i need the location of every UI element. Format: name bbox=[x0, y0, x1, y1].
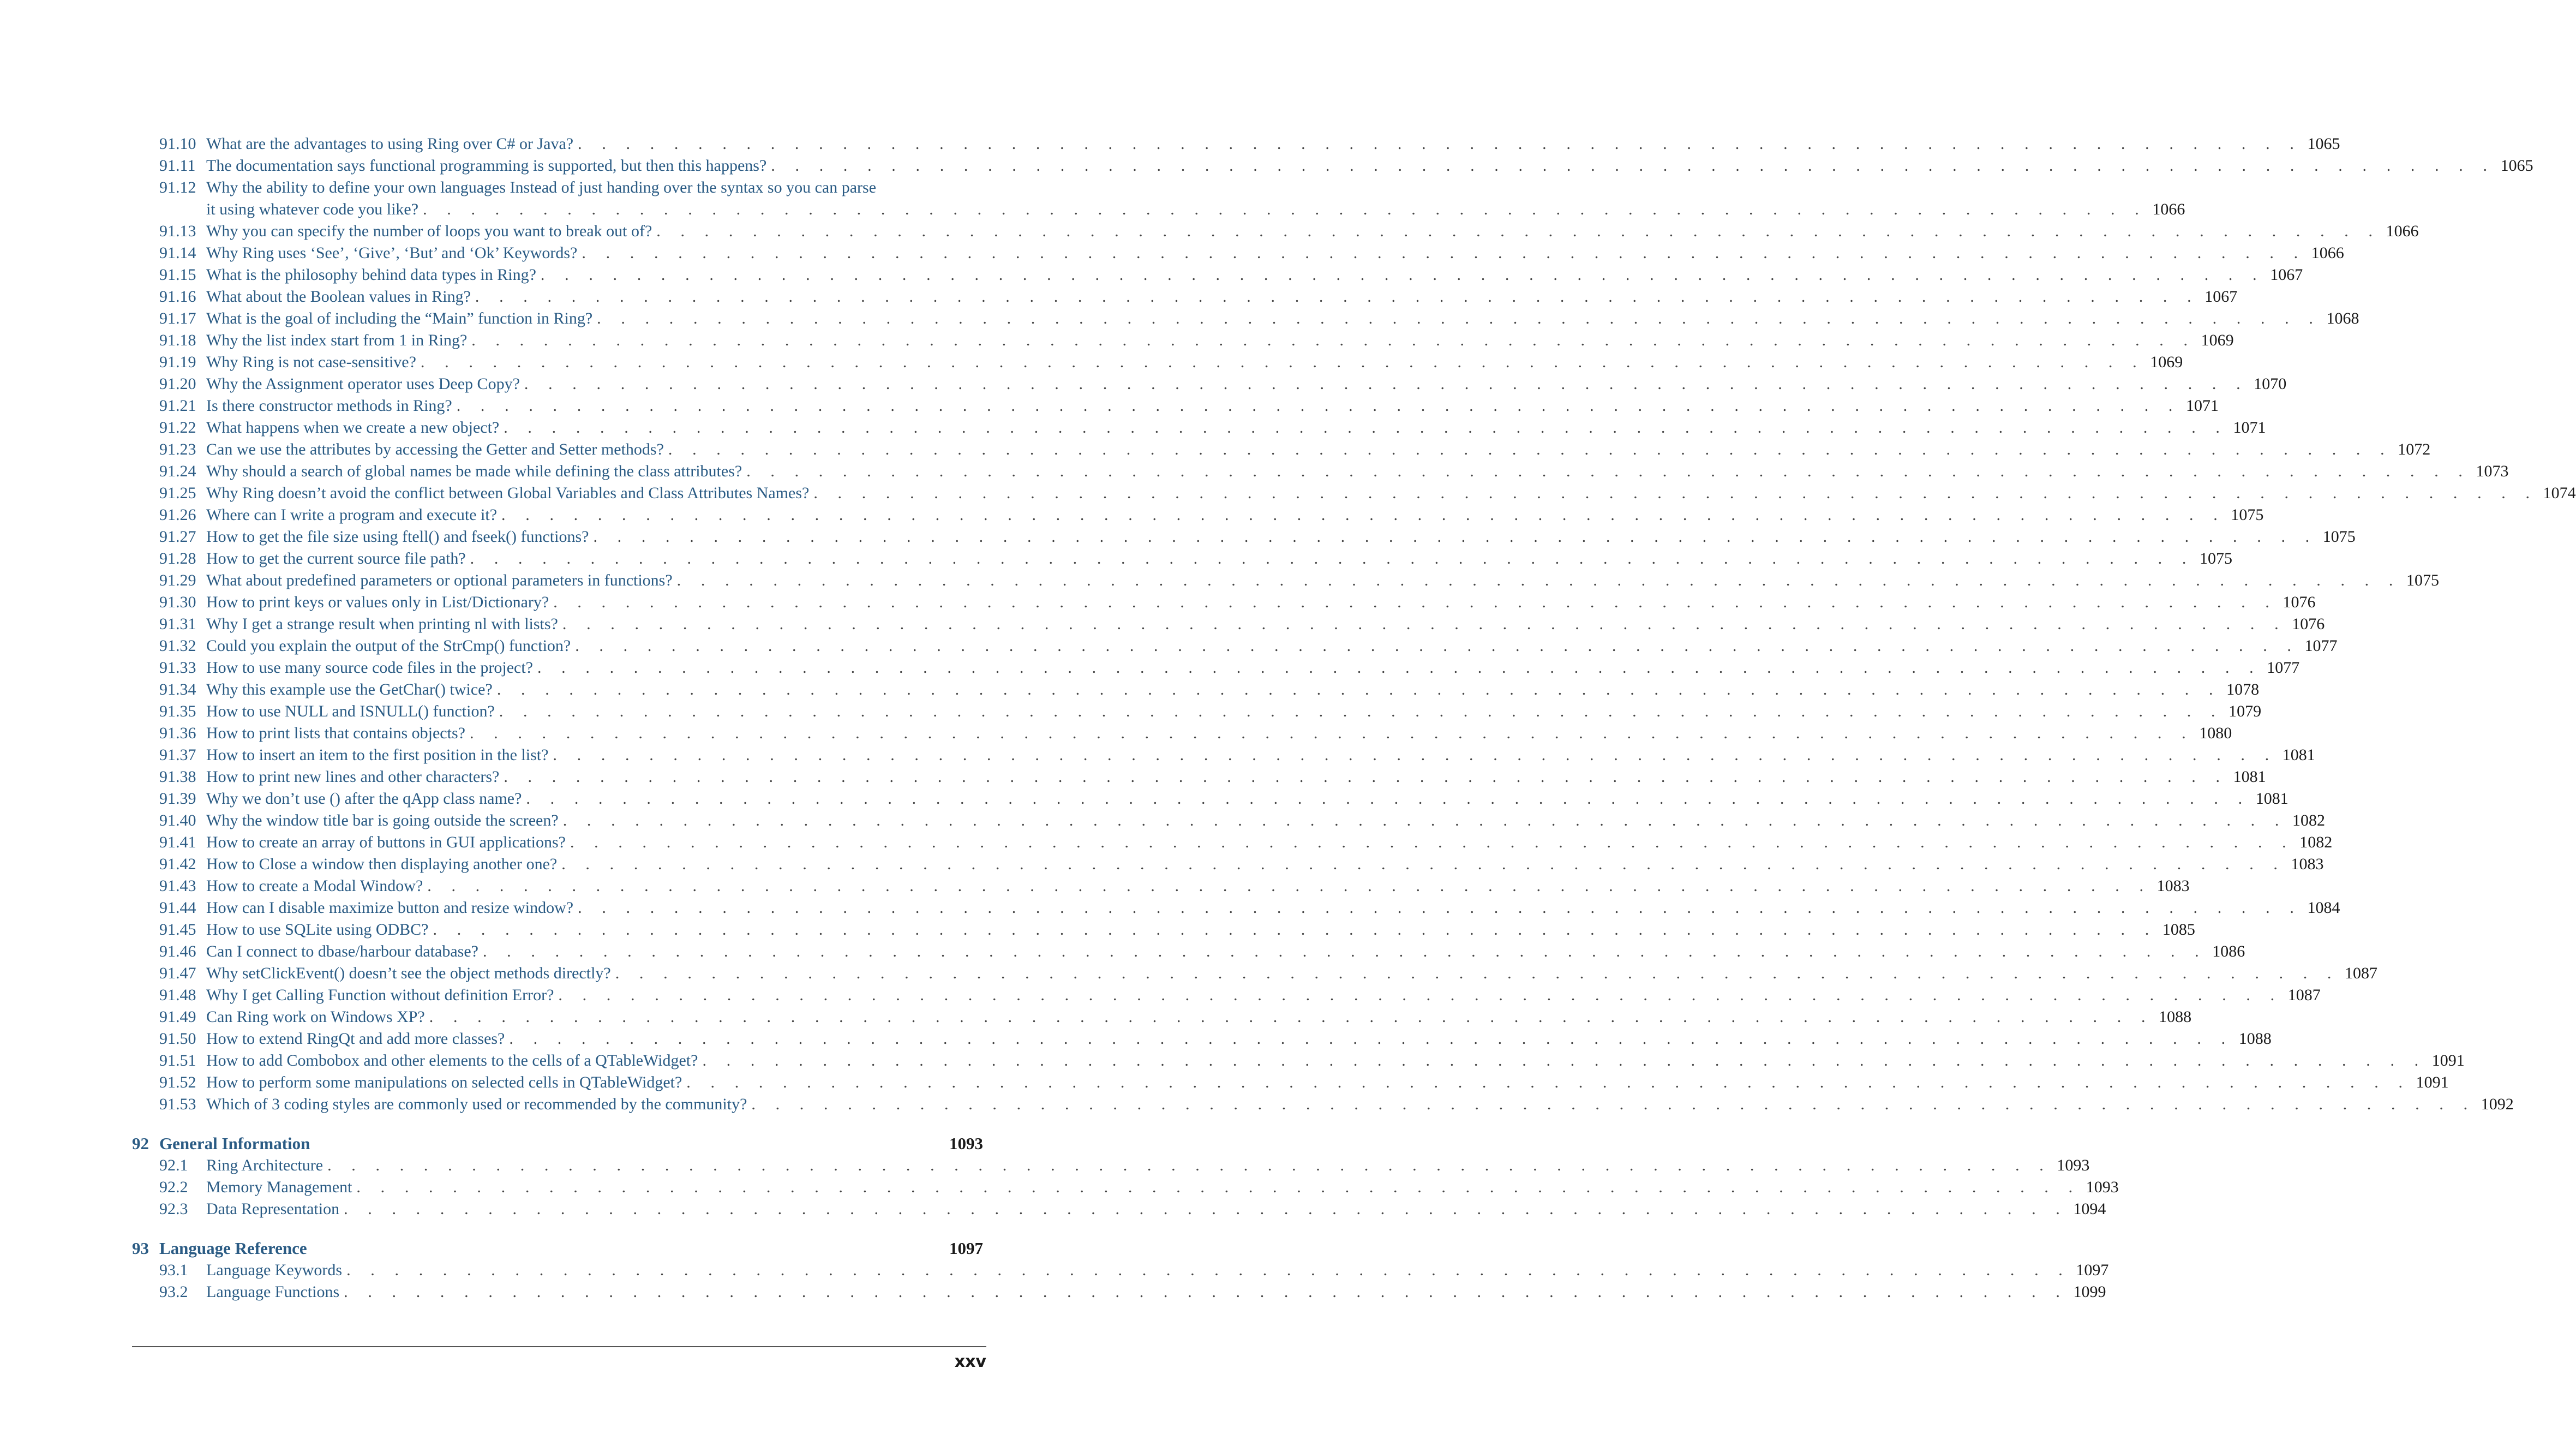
toc-entry[interactable] bbox=[132, 1281, 2106, 1303]
toc-entry-page[interactable]: 1099 bbox=[2073, 1283, 2106, 1301]
toc-entry-title[interactable]: Why I get Calling Function without definition Error? bbox=[206, 986, 554, 1004]
leader-dots: . . . . . . . . . . . . . . . . . . . . . . . . . . . . . . . . . . . . . . . . . . . . . . . . . . . . . . . . . . . . . . . . . . . . . . . . bbox=[562, 811, 2287, 829]
leader-dots: . . . . . . . . . . . . . . . . . . . . . . . . . . . . . . . . . . . . . . . . . . . . . . . . . . . . . . . . . . . . . . . . . . . . . . . . bbox=[578, 135, 2302, 153]
toc-entry[interactable] bbox=[132, 264, 2303, 286]
toc-entry[interactable] bbox=[132, 526, 2356, 548]
toc-entry[interactable] bbox=[132, 744, 2315, 766]
toc-entry[interactable] bbox=[132, 766, 2266, 788]
toc-chapter-title[interactable]: General Information bbox=[159, 1134, 310, 1153]
toc-entry-number: 91.53 bbox=[159, 1095, 196, 1113]
toc-entry[interactable] bbox=[132, 722, 2232, 744]
toc-entry[interactable] bbox=[132, 351, 2183, 373]
leader-dots: . . . . . . . . . . . . . . . . . . . . . . . . . . . . . . . . . . . . . . . . . . . . . . . . . . . . . . . . . . . . . . . . . . . . . . . . bbox=[615, 964, 2340, 982]
leader-dots: . . . . . . . . . . . . . . . . . . . . . . . . . . . . . . . . . . . . . . . . . . . . . . . . . . . . . . . . . . . . . . . . . . . . . . . . bbox=[686, 1073, 2411, 1091]
toc-entry-number: 93.1 bbox=[159, 1261, 188, 1279]
toc-entry-number: 91.22 bbox=[159, 419, 196, 437]
toc-entry-number: 91.18 bbox=[159, 331, 196, 349]
leader-dots: . . . . . . . . . . . . . . . . . . . . . . . . . . . . . . . . . . . . . . . . . . . . . . . . . . . . . . . . . . . . . . . . . . . . . . . . bbox=[344, 1200, 2068, 1218]
toc-entry[interactable] bbox=[132, 984, 2321, 1006]
leader-dots: . . . . . . . . . . . . . . . . . . . . . . . . . . . . . . . . . . . . . . . . . . . . . . . . . . . . . . . . . . . . . . . . . . . . . . . . bbox=[344, 1283, 2068, 1301]
leader-dots: . . . . . . . . . . . . . . . . . . . . . . . . . . . . . . . . . . . . . . . . . . . . . . . . . . . . . . . . . . . . . . . . . . . . . . . . bbox=[482, 942, 2207, 960]
toc-entry-page[interactable]: 1077 bbox=[2304, 637, 2338, 655]
toc-entry-title-continued[interactable]: it using whatever code you like? bbox=[206, 200, 419, 218]
toc-entry[interactable] bbox=[132, 220, 2419, 242]
toc-entry[interactable] bbox=[132, 286, 2238, 308]
leader-dots: . . . . . . . . . . . . . . . . . . . . . . . . . . . . . . . . . . . . . . . . . . . . . . . . . . . . . . . . . . . . . . . . . . . . . . . . bbox=[561, 855, 2286, 873]
toc-entry-page[interactable]: 1076 bbox=[2283, 593, 2316, 611]
toc-entry[interactable] bbox=[132, 919, 2195, 941]
toc-entry[interactable] bbox=[132, 853, 2324, 875]
leader-dots: . . . . . . . . . . . . . . . . . . . . . . . . . . . . . . . . . . . . . . . . . . . . . . . . . . . . . . . . . . . . . . . . . . . . . . . . bbox=[668, 440, 2393, 458]
toc-entry[interactable] bbox=[132, 1094, 2514, 1115]
toc-entry-page[interactable]: 1088 bbox=[2238, 1030, 2272, 1048]
toc-entry-title[interactable]: Why the list index start from 1 in Ring? bbox=[206, 331, 468, 349]
toc-entry-number: 91.50 bbox=[159, 1030, 196, 1048]
toc-entry-title[interactable]: Why should a search of global names be made while defining the class attributes? bbox=[206, 462, 742, 480]
toc-entry-page[interactable]: 1093 bbox=[2057, 1156, 2090, 1174]
toc-entry[interactable] bbox=[132, 1155, 2090, 1176]
toc-entry-number: 91.37 bbox=[159, 746, 196, 764]
leader-dots: . . . . . . . . . . . . . . . . . . . . . . . . . . . . . . . . . . . . . . . . . . . . . . . . . . . . . . . . . . . . . . . . . . . . . . . . bbox=[537, 659, 2262, 677]
toc-entry-number: 91.29 bbox=[159, 571, 196, 589]
toc-entry-number: 91.47 bbox=[159, 964, 196, 982]
leader-dots: . . . . . . . . . . . . . . . . . . . . . . . . . . . . . . . . . . . . . . . . . . . . . . . . . . . . . . . . . . . . . . . . . . . . . . . . bbox=[504, 768, 2228, 786]
leader-dots: . . . . . . . . . . . . . . . . . . . . . . . . . . . . . . . . . . . . . . . . . . . . . . . . . . . . . . . . . . . . . . . . . . . . . . . . bbox=[570, 833, 2295, 851]
toc-entry-page[interactable]: 1075 bbox=[2406, 571, 2439, 589]
toc-entry-page[interactable]: 1065 bbox=[2307, 135, 2340, 153]
leader-dots: . . . . . . . . . . . . . . . . . . . . . . . . . . . . . . . . . . . . . . . . . . . . . . . . . . . . . . . . . . . . . . . . . . . . . . . . bbox=[540, 266, 2265, 284]
toc-entry-page[interactable]: 1083 bbox=[2156, 877, 2190, 895]
footer-divider bbox=[132, 1346, 986, 1347]
toc-entry-title[interactable]: Why I get a strange result when printing nl with lists? bbox=[206, 615, 558, 633]
leader-dots: . . . . . . . . . . . . . . . . . . . . . . . . . . . . . . . . . . . . . . . . . . . . . . . . . . . . . . . . . . . . . . . . . . . . . . . . bbox=[771, 157, 2495, 175]
leader-dots: . . . . . . . . . . . . . . . . . . . . . . . . . . . . . . . . . . . . . . . . . . . . . . . . . . . . . . . . . . . . . . . . . . . . . . . . bbox=[346, 1261, 2071, 1279]
toc-entry-title[interactable]: How to print lists that contains objects? bbox=[206, 724, 465, 742]
toc-entry-page[interactable]: 1066 bbox=[2386, 222, 2419, 240]
toc-entry-title[interactable]: Why Ring doesn’t avoid the conflict between Global Variables and Class Attributes Names? bbox=[206, 484, 810, 502]
toc-entry-page[interactable]: 1082 bbox=[2299, 833, 2333, 851]
toc-entry-title[interactable]: How can I disable maximize button and resize window? bbox=[206, 899, 574, 917]
toc-entry-page[interactable]: 1069 bbox=[2150, 353, 2183, 371]
toc-entry[interactable] bbox=[132, 832, 2333, 853]
toc-entry-title[interactable]: How to Close a window then displaying another one? bbox=[206, 855, 558, 873]
toc-entry-title[interactable]: How to get the current source file path? bbox=[206, 549, 466, 567]
toc-entry-title[interactable]: What happens when we create a new object? bbox=[206, 419, 500, 437]
toc-entry-title[interactable]: How to use many source code files in the project? bbox=[206, 659, 533, 677]
toc-chapter-page[interactable]: 1093 bbox=[949, 1134, 983, 1153]
toc-entry-number: 93.2 bbox=[159, 1283, 188, 1301]
toc-entry-title[interactable]: Can I connect to dbase/harbour database? bbox=[206, 942, 478, 960]
toc-entry-title[interactable]: Is there constructor methods in Ring? bbox=[206, 397, 452, 415]
toc-entry-number: 91.32 bbox=[159, 637, 196, 655]
leader-dots: . . . . . . . . . . . . . . . . . . . . . . . . . . . . . . . . . . . . . . . . . . . . . . . . . . . . . . . . . . . . . . . . . . . . . . . . bbox=[562, 615, 2287, 633]
toc-entry-title[interactable]: How to add Combobox and other elements to the cells of a QTableWidget? bbox=[206, 1051, 698, 1069]
toc-entry-title[interactable]: What are the advantages to using Ring over C# or Java? bbox=[206, 135, 574, 153]
toc-entry-page[interactable]: 1076 bbox=[2292, 615, 2325, 633]
toc-entry-number: 92.3 bbox=[159, 1200, 188, 1218]
toc-entry-title[interactable]: Data Representation bbox=[206, 1200, 340, 1218]
toc-entry[interactable] bbox=[132, 395, 2219, 417]
leader-dots: . . . . . . . . . . . . . . . . . . . . . . . . . . . . . . . . . . . . . . . . . . . . . . . . . . . . . . . . . . . . . . . . . . . . . . . . bbox=[327, 1156, 2052, 1174]
leader-dots: . . . . . . . . . . . . . . . . . . . . . . . . . . . . . . . . . . . . . . . . . . . . . . . . . . . . . . . . . . . . . . . . . . . . . . . . bbox=[423, 200, 2147, 218]
toc-entry-title[interactable]: Why the window title bar is going outside the screen? bbox=[206, 811, 559, 829]
toc-entry-title[interactable]: Why Ring uses ‘See’, ‘Give’, ‘But’ and ‘Ok’ Keywords? bbox=[206, 244, 578, 262]
toc-entry-number: 91.14 bbox=[159, 244, 196, 262]
toc-entry[interactable] bbox=[132, 941, 2245, 963]
toc-entry[interactable] bbox=[132, 788, 2289, 810]
toc-entry-title[interactable]: How to create a Modal Window? bbox=[206, 877, 423, 895]
toc-entry[interactable] bbox=[132, 548, 2232, 570]
toc-entry[interactable] bbox=[132, 570, 2439, 591]
toc-entry-number: 91.39 bbox=[159, 790, 196, 808]
toc-entry-number: 91.23 bbox=[159, 440, 196, 458]
toc-entry-page[interactable]: 1087 bbox=[2287, 986, 2321, 1004]
toc-entry[interactable] bbox=[132, 963, 2378, 984]
toc-entry[interactable] bbox=[132, 308, 2359, 330]
toc-entry[interactable] bbox=[132, 461, 2509, 482]
toc-entry-number: 91.40 bbox=[159, 811, 196, 829]
leader-dots: . . . . . . . . . . . . . . . . . . . . . . . . . . . . . . . . . . . . . . . . . . . . . . . . . . . . . . . . . . . . . . . . . . . . . . . . bbox=[420, 353, 2145, 371]
toc-entry-title[interactable]: Can Ring work on Windows XP? bbox=[206, 1008, 425, 1026]
toc-entry-number: 91.45 bbox=[159, 921, 196, 939]
toc-entry-title[interactable]: How to create an array of buttons in GUI applications? bbox=[206, 833, 566, 851]
toc-entry-page[interactable]: 1082 bbox=[2292, 811, 2325, 829]
leader-dots: . . . . . . . . . . . . . . . . . . . . . . . . . . . . . . . . . . . . . . . . . . . . . . . . . . . . . . . . . . . . . . . . . . . . . . . . bbox=[746, 462, 2471, 480]
toc-entry-page[interactable]: 1077 bbox=[2267, 659, 2300, 677]
leader-dots: . . . . . . . . . . . . . . . . . . . . . . . . . . . . . . . . . . . . . . . . . . . . . . . . . . . . . . . . . . . . . . . . . . . . . . . . bbox=[499, 702, 2224, 720]
leader-dots: . . . . . . . . . . . . . . . . . . . . . . . . . . . . . . . . . . . . . . . . . . . . . . . . . . . . . . . . . . . . . . . . . . . . . . . . bbox=[582, 244, 2306, 262]
toc-entry-page[interactable]: 1081 bbox=[2233, 768, 2266, 786]
toc-entry-page[interactable]: 1091 bbox=[2416, 1073, 2449, 1091]
toc-entry-page[interactable]: 1086 bbox=[2212, 942, 2245, 960]
toc-entry[interactable] bbox=[132, 155, 2533, 177]
toc-entry-title[interactable]: What about predefined parameters or optional parameters in functions? bbox=[206, 571, 673, 589]
toc-entry-number: 91.19 bbox=[159, 353, 196, 371]
toc-entry-page[interactable]: 1083 bbox=[2291, 855, 2324, 873]
toc-entry-number: 91.17 bbox=[159, 309, 196, 327]
toc-entry[interactable] bbox=[132, 657, 2300, 679]
toc-entry-number: 91.51 bbox=[159, 1051, 196, 1069]
toc-entry-page[interactable]: 1073 bbox=[2476, 462, 2509, 480]
toc-entry-title[interactable]: How to use SQLite using ODBC? bbox=[206, 921, 429, 939]
toc-entry[interactable] bbox=[132, 875, 2190, 897]
toc-entry-number: 91.49 bbox=[159, 1008, 196, 1026]
toc-entry-page[interactable]: 1069 bbox=[2201, 331, 2234, 349]
toc-entry-number: 91.26 bbox=[159, 506, 196, 524]
toc-entry-number: 92.1 bbox=[159, 1156, 188, 1174]
toc-entry-title[interactable]: The documentation says functional programming is supported, but then this happens? bbox=[206, 157, 767, 175]
toc-entry-page[interactable]: 1072 bbox=[2398, 440, 2431, 458]
toc-entry[interactable] bbox=[132, 679, 2260, 701]
toc-entry-title[interactable]: Why the Assignment operator uses Deep Copy? bbox=[206, 375, 520, 393]
toc-entry[interactable] bbox=[132, 242, 2344, 264]
toc-entry[interactable] bbox=[132, 373, 2287, 395]
toc-entry-page[interactable]: 1085 bbox=[2162, 921, 2195, 939]
leader-dots: . . . . . . . . . . . . . . . . . . . . . . . . . . . . . . . . . . . . . . . . . . . . . . . . . . . . . . . . . . . . . . . . . . . . . . . . bbox=[526, 790, 2250, 808]
toc-entry-title[interactable]: Why setClickEvent() doesn’t see the object methods directly? bbox=[206, 964, 611, 982]
toc-entry[interactable] bbox=[132, 591, 2316, 613]
toc-entry-title[interactable]: Why the ability to define your own languages Instead of just handing over the syntax so you can parse bbox=[206, 178, 877, 196]
leader-dots: . . . . . . . . . . . . . . . . . . . . . . . . . . . . . . . . . . . . . . . . . . . . . . . . . . . . . . . . . . . . . . . . . . . . . . . . bbox=[470, 549, 2194, 567]
toc-entry-title[interactable]: Language Keywords bbox=[206, 1261, 343, 1279]
toc-entry-number: 91.11 bbox=[159, 157, 196, 175]
toc-entry-page[interactable]: 1091 bbox=[2431, 1051, 2465, 1069]
toc-entry-continuation[interactable] bbox=[132, 199, 2185, 220]
toc-entry-title[interactable]: Ring Architecture bbox=[206, 1156, 324, 1174]
toc-entry[interactable] bbox=[132, 1259, 2109, 1281]
toc-entry-number: 91.36 bbox=[159, 724, 196, 742]
toc-entry-page[interactable]: 1094 bbox=[2073, 1200, 2106, 1218]
leader-dots: . . . . . . . . . . . . . . . . . . . . . . . . . . . . . . . . . . . . . . . . . . . . . . . . . . . . . . . . . . . . . . . . . . . . . . . . bbox=[553, 593, 2278, 611]
toc-entry-number: 91.31 bbox=[159, 615, 196, 633]
toc-entry-number: 91.41 bbox=[159, 833, 196, 851]
toc-chapter-number: 92 bbox=[132, 1134, 149, 1153]
toc-entry[interactable] bbox=[132, 613, 2325, 635]
toc-entry-title[interactable]: How to use NULL and ISNULL() function? bbox=[206, 702, 495, 720]
leader-dots: . . . . . . . . . . . . . . . . . . . . . . . . . . . . . . . . . . . . . . . . . . . . . . . . . . . . . . . . . . . . . . . . . . . . . . . . bbox=[575, 637, 2299, 655]
toc-entry-title[interactable]: How to extend RingQt and add more classes? bbox=[206, 1030, 505, 1048]
toc-entry[interactable] bbox=[132, 1006, 2192, 1028]
toc-chapter-number: 93 bbox=[132, 1239, 149, 1258]
leader-dots: . . . . . . . . . . . . . . . . . . . . . . . . . . . . . . . . . . . . . . . . . . . . . . . . . . . . . . . . . . . . . . . . . . . . . . . . bbox=[751, 1095, 2476, 1113]
toc-entry-number: 91.16 bbox=[159, 288, 196, 306]
leader-dots: . . . . . . . . . . . . . . . . . . . . . . . . . . . . . . . . . . . . . . . . . . . . . . . . . . . . . . . . . . . . . . . . . . . . . . . . bbox=[356, 1178, 2081, 1196]
leader-dots: . . . . . . . . . . . . . . . . . . . . . . . . . . . . . . . . . . . . . . . . . . . . . . . . . . . . . . . . . . . . . . . . . . . . . . . . bbox=[427, 877, 2152, 895]
toc-chapter[interactable] bbox=[132, 1133, 983, 1155]
toc-entry-page[interactable]: 1093 bbox=[2086, 1178, 2119, 1196]
toc-entry-number: 91.20 bbox=[159, 375, 196, 393]
toc-entry-number: 91.10 bbox=[159, 135, 196, 153]
leader-dots: . . . . . . . . . . . . . . . . . . . . . . . . . . . . . . . . . . . . . . . . . . . . . . . . . . . . . . . . . . . . . . . . . . . . . . . . bbox=[433, 921, 2157, 939]
leader-dots: . . . . . . . . . . . . . . . . . . . . . . . . . . . . . . . . . . . . . . . . . . . . . . . . . . . . . . . . . . . . . . . . . . . . . . . . bbox=[475, 288, 2200, 306]
toc-entry[interactable] bbox=[132, 1050, 2465, 1072]
leader-dots: . . . . . . . . . . . . . . . . . . . . . . . . . . . . . . . . . . . . . . . . . . . . . . . . . . . . . . . . . . . . . . . . . . . . . . . . bbox=[813, 484, 2538, 502]
toc-entry[interactable] bbox=[132, 810, 2325, 832]
toc-entry-title[interactable]: What is the goal of including the “Main” function in Ring? bbox=[206, 309, 593, 327]
toc-entry-number: 91.35 bbox=[159, 702, 196, 720]
toc-entry-number: 91.25 bbox=[159, 484, 196, 502]
toc-entry-title[interactable]: Where can I write a program and execute it? bbox=[206, 506, 498, 524]
toc-entry-number: 91.44 bbox=[159, 899, 196, 917]
toc-chapter[interactable] bbox=[132, 1238, 983, 1259]
toc-entry-page[interactable]: 1067 bbox=[2270, 266, 2303, 284]
leader-dots: . . . . . . . . . . . . . . . . . . . . . . . . . . . . . . . . . . . . . . . . . . . . . . . . . . . . . . . . . . . . . . . . . . . . . . . . bbox=[597, 309, 2321, 327]
toc-entry[interactable] bbox=[132, 1028, 2272, 1050]
toc-entry-page[interactable]: 1097 bbox=[2076, 1261, 2109, 1279]
toc-entry-title[interactable]: Why this example use the GetChar() twice? bbox=[206, 680, 493, 698]
toc-entry[interactable] bbox=[132, 504, 2264, 526]
toc-entry-page[interactable]: 1071 bbox=[2186, 397, 2219, 415]
table-of-contents bbox=[132, 133, 2576, 1303]
toc-entry-number: 91.42 bbox=[159, 855, 196, 873]
toc-entry-page[interactable]: 1075 bbox=[2322, 528, 2356, 546]
toc-entry-page[interactable]: 1078 bbox=[2226, 680, 2260, 698]
toc-entry-title[interactable]: What is the philosophy behind data types in Ring? bbox=[206, 266, 536, 284]
toc-entry-number: 91.38 bbox=[159, 768, 196, 786]
toc-entry-page[interactable]: 1084 bbox=[2307, 899, 2340, 917]
toc-entry-number: 91.43 bbox=[159, 877, 196, 895]
leader-dots: . . . . . . . . . . . . . . . . . . . . . . . . . . . . . . . . . . . . . . . . . . . . . . . . . . . . . . . . . . . . . . . . . . . . . . . . bbox=[553, 746, 2277, 764]
toc-entry-title[interactable]: Language Functions bbox=[206, 1283, 340, 1301]
toc-entry-page[interactable]: 1066 bbox=[2152, 200, 2185, 218]
toc-entry-title[interactable]: Could you explain the output of the StrCmp() function? bbox=[206, 637, 571, 655]
toc-entry-title[interactable]: Can we use the attributes by accessing the Getter and Setter methods? bbox=[206, 440, 664, 458]
leader-dots: . . . . . . . . . . . . . . . . . . . . . . . . . . . . . . . . . . . . . . . . . . . . . . . . . . . . . . . . . . . . . . . . . . . . . . . . bbox=[501, 506, 2226, 524]
toc-entry[interactable] bbox=[132, 177, 991, 199]
toc-entry-title[interactable]: Why we don’t use () after the qApp class name? bbox=[206, 790, 522, 808]
toc-entry-number: 91.27 bbox=[159, 528, 196, 546]
toc-entry-number: 91.21 bbox=[159, 397, 196, 415]
toc-entry-number: 91.30 bbox=[159, 593, 196, 611]
toc-entry-page[interactable]: 1074 bbox=[2543, 484, 2576, 502]
toc-entry-title[interactable]: How to print keys or values only in List/Dictionary? bbox=[206, 593, 549, 611]
toc-entry-number: 91.28 bbox=[159, 549, 196, 567]
leader-dots: . . . . . . . . . . . . . . . . . . . . . . . . . . . . . . . . . . . . . . . . . . . . . . . . . . . . . . . . . . . . . . . . . . . . . . . . bbox=[558, 986, 2283, 1004]
toc-entry-page[interactable]: 1075 bbox=[2199, 549, 2232, 567]
toc-entry-page[interactable]: 1080 bbox=[2199, 724, 2232, 742]
toc-entry-number: 91.46 bbox=[159, 942, 196, 960]
toc-entry-title[interactable]: How to perform some manipulations on selected cells in QTableWidget? bbox=[206, 1073, 682, 1091]
toc-entry[interactable] bbox=[132, 482, 2576, 504]
toc-entry-page[interactable]: 1081 bbox=[2282, 746, 2315, 764]
toc-entry-page[interactable]: 1092 bbox=[2481, 1095, 2514, 1113]
leader-dots: . . . . . . . . . . . . . . . . . . . . . . . . . . . . . . . . . . . . . . . . . . . . . . . . . . . . . . . . . . . . . . . . . . . . . . . . bbox=[524, 375, 2249, 393]
toc-entry-page[interactable]: 1071 bbox=[2233, 419, 2266, 437]
toc-entry-page[interactable]: 1088 bbox=[2159, 1008, 2192, 1026]
leader-dots: . . . . . . . . . . . . . . . . . . . . . . . . . . . . . . . . . . . . . . . . . . . . . . . . . . . . . . . . . . . . . . . . . . . . . . . . bbox=[469, 724, 2194, 742]
toc-entry[interactable] bbox=[132, 439, 2431, 461]
toc-entry-title[interactable]: Which of 3 coding styles are commonly used or recommended by the community? bbox=[206, 1095, 747, 1113]
toc-entry-page[interactable]: 1075 bbox=[2231, 506, 2264, 524]
toc-entry-number: 91.13 bbox=[159, 222, 196, 240]
toc-entry-title[interactable]: How to print new lines and other characters? bbox=[206, 768, 500, 786]
toc-entry[interactable] bbox=[132, 1176, 2119, 1198]
leader-dots: . . . . . . . . . . . . . . . . . . . . . . . . . . . . . . . . . . . . . . . . . . . . . . . . . . . . . . . . . . . . . . . . . . . . . . . . bbox=[456, 397, 2181, 415]
toc-entry-page[interactable]: 1068 bbox=[2326, 309, 2359, 327]
toc-entry-title[interactable]: How to insert an item to the first position in the list? bbox=[206, 746, 549, 764]
toc-entry[interactable] bbox=[132, 417, 2266, 439]
leader-dots: . . . . . . . . . . . . . . . . . . . . . . . . . . . . . . . . . . . . . . . . . . . . . . . . . . . . . . . . . . . . . . . . . . . . . . . . bbox=[656, 222, 2381, 240]
toc-entry-title[interactable]: Why Ring is not case-sensitive? bbox=[206, 353, 416, 371]
leader-dots: . . . . . . . . . . . . . . . . . . . . . . . . . . . . . . . . . . . . . . . . . . . . . . . . . . . . . . . . . . . . . . . . . . . . . . . . bbox=[504, 419, 2228, 437]
toc-entry-number: 91.24 bbox=[159, 462, 196, 480]
leader-dots: . . . . . . . . . . . . . . . . . . . . . . . . . . . . . . . . . . . . . . . . . . . . . . . . . . . . . . . . . . . . . . . . . . . . . . . . bbox=[578, 899, 2302, 917]
toc-entry-page[interactable]: 1065 bbox=[2500, 157, 2533, 175]
toc-entry-page[interactable]: 1079 bbox=[2228, 702, 2262, 720]
toc-entry-number: 91.52 bbox=[159, 1073, 196, 1091]
toc-entry-page[interactable]: 1067 bbox=[2204, 288, 2238, 306]
leader-dots: . . . . . . . . . . . . . . . . . . . . . . . . . . . . . . . . . . . . . . . . . . . . . . . . . . . . . . . . . . . . . . . . . . . . . . . . bbox=[509, 1030, 2233, 1048]
toc-entry-title[interactable]: What about the Boolean values in Ring? bbox=[206, 288, 471, 306]
toc-entry[interactable] bbox=[132, 330, 2234, 351]
toc-entry-page[interactable]: 1087 bbox=[2345, 964, 2378, 982]
toc-entry[interactable] bbox=[132, 133, 2340, 155]
toc-entry-page[interactable]: 1066 bbox=[2311, 244, 2344, 262]
leader-dots: . . . . . . . . . . . . . . . . . . . . . . . . . . . . . . . . . . . . . . . . . . . . . . . . . . . . . . . . . . . . . . . . . . . . . . . . bbox=[676, 571, 2401, 589]
toc-entry[interactable] bbox=[132, 897, 2340, 919]
page-number: xxv bbox=[954, 1352, 986, 1371]
leader-dots: . . . . . . . . . . . . . . . . . . . . . . . . . . . . . . . . . . . . . . . . . . . . . . . . . . . . . . . . . . . . . . . . . . . . . . . . bbox=[702, 1051, 2427, 1069]
toc-entry-number: 91.33 bbox=[159, 659, 196, 677]
toc-entry-number: 91.48 bbox=[159, 986, 196, 1004]
toc-entry-number: 91.12 bbox=[159, 178, 196, 196]
toc-entry[interactable] bbox=[132, 1198, 2106, 1220]
toc-entry-page[interactable]: 1081 bbox=[2255, 790, 2289, 808]
leader-dots: . . . . . . . . . . . . . . . . . . . . . . . . . . . . . . . . . . . . . . . . . . . . . . . . . . . . . . . . . . . . . . . . . . . . . . . . bbox=[496, 680, 2221, 698]
toc-entry[interactable] bbox=[132, 701, 2262, 722]
toc-entry[interactable] bbox=[132, 1072, 2449, 1094]
leader-dots: . . . . . . . . . . . . . . . . . . . . . . . . . . . . . . . . . . . . . . . . . . . . . . . . . . . . . . . . . . . . . . . . . . . . . . . . bbox=[471, 331, 2196, 349]
toc-entry-number: 92.2 bbox=[159, 1178, 188, 1196]
toc-entry-page[interactable]: 1070 bbox=[2254, 375, 2287, 393]
leader-dots: . . . . . . . . . . . . . . . . . . . . . . . . . . . . . . . . . . . . . . . . . . . . . . . . . . . . . . . . . . . . . . . . . . . . . . . . bbox=[429, 1008, 2154, 1026]
toc-entry-title[interactable]: Memory Management bbox=[206, 1178, 352, 1196]
leader-dots: . . . . . . . . . . . . . . . . . . . . . . . . . . . . . . . . . . . . . . . . . . . . . . . . . . . . . . . . . . . . . . . . . . . . . . . . bbox=[593, 528, 2317, 546]
toc-chapter-title[interactable]: Language Reference bbox=[159, 1239, 307, 1258]
toc-entry-number: 91.15 bbox=[159, 266, 196, 284]
toc-entry[interactable] bbox=[132, 635, 2338, 657]
toc-chapter-page[interactable]: 1097 bbox=[949, 1239, 983, 1258]
toc-entry-title[interactable]: How to get the file size using ftell() and fseek() functions? bbox=[206, 528, 589, 546]
toc-entry-number: 91.34 bbox=[159, 680, 196, 698]
toc-entry-title[interactable]: Why you can specify the number of loops you want to break out of? bbox=[206, 222, 652, 240]
